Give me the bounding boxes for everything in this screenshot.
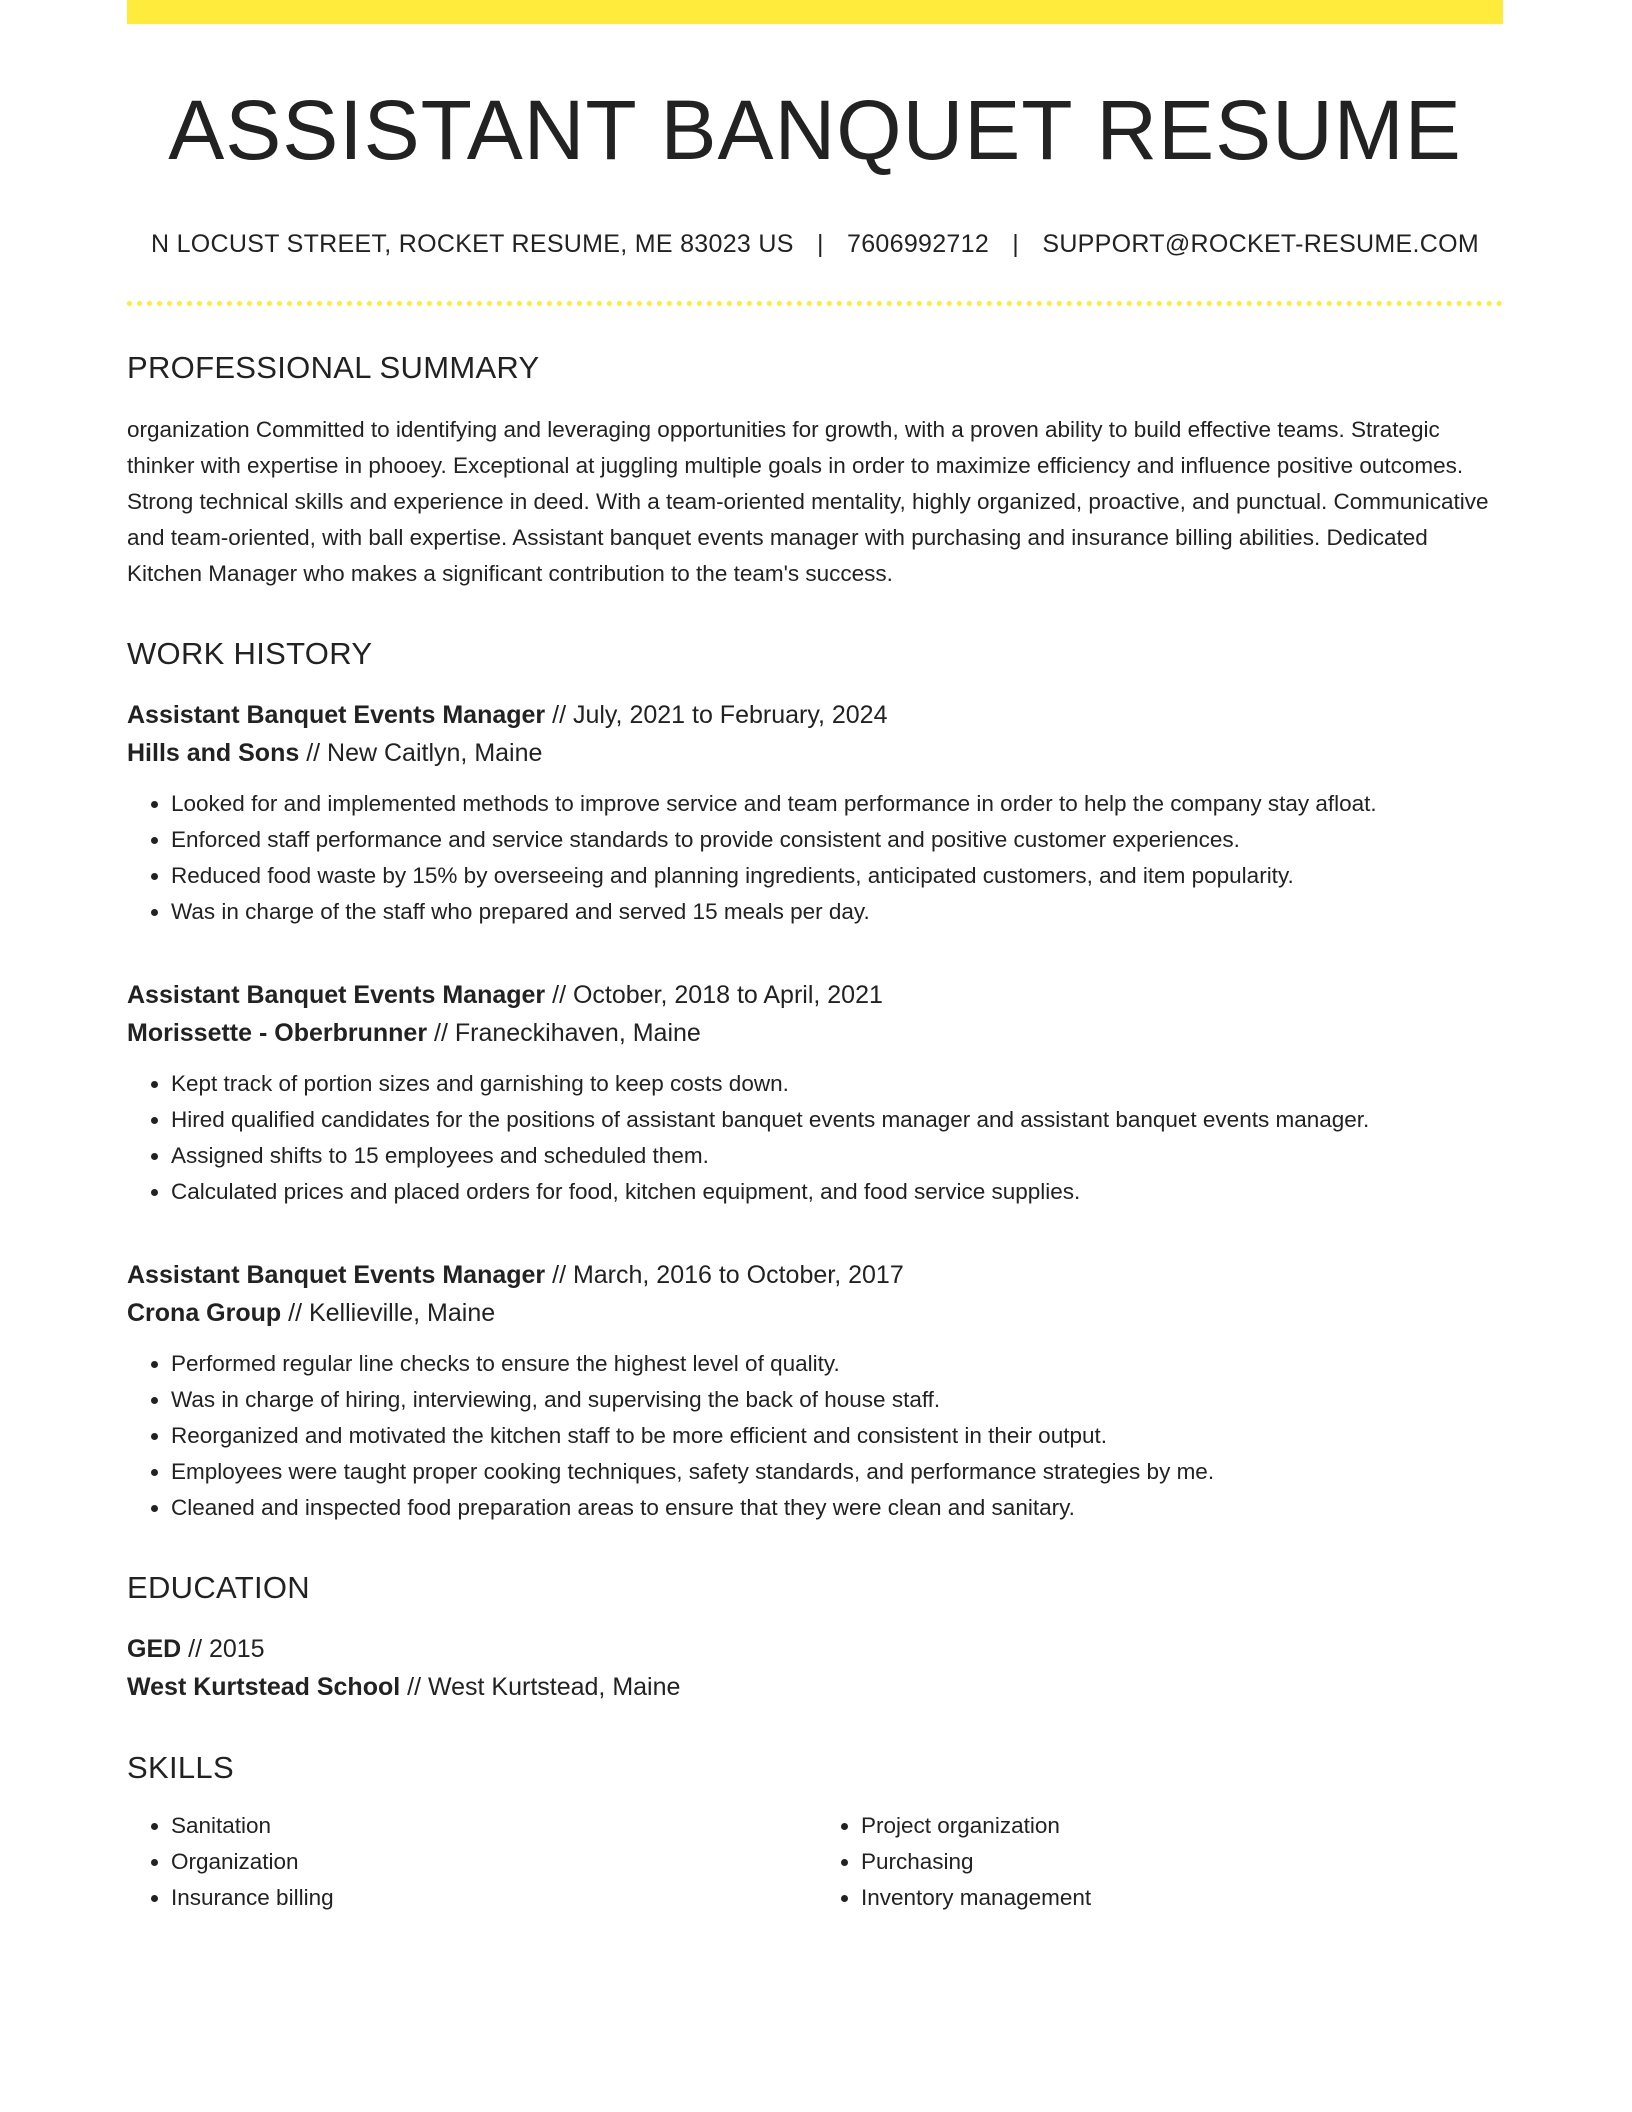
education-location: // West Kurtstead, Maine — [400, 1673, 681, 1702]
job-company-line — [127, 1014, 1503, 1052]
skills-heading: SKILLS — [127, 1750, 234, 1786]
skill-item: • Insurance billing — [171, 1880, 815, 1916]
job-dates: // July, 2021 to February, 2024 — [545, 701, 888, 730]
resume-page — [127, 0, 1503, 1916]
job-bullets — [127, 786, 1503, 930]
summary-text: organization Committed to identifying and leveraging opportunities for growth, with a proven ability to build effective teams. Strategic thinker with expertise in phooey. Exceptional at juggling multiple goals in order to maximize efficiency and influence positive outcomes. Strong technical skills and experience in deed. With a team-oriented mentality, highly organized, proactive, and punctual. Communicative and team-oriented, with ball expertise. Assistant banquet events manager with purchasing and insurance billing abilities. Dedicated Kitchen Manager who makes a significant contribution to the team's success. — [127, 417, 1489, 587]
skills-column-1 — [127, 1808, 815, 1916]
dotted-divider — [127, 301, 1503, 306]
job-company: Crona Group — [127, 1299, 282, 1328]
contact-phone: 7606992712 — [847, 230, 990, 259]
contact-email[interactable]: SUPPORT@ROCKET-RESUME.COM — [1042, 230, 1479, 259]
job-bullet: • Reorganized and motivated the kitchen staff to be more efficient and consistent in their output. — [171, 1418, 1503, 1454]
summary-heading: PROFESSIONAL SUMMARY — [127, 350, 540, 386]
job-bullet: • Employees were taught proper cooking techniques, safety standards, and performance strategies by me. — [171, 1454, 1503, 1490]
work-history-heading: WORK HISTORY — [127, 636, 373, 672]
job-bullets — [127, 1346, 1503, 1526]
job-title-line — [127, 976, 1503, 1014]
contact-line — [127, 230, 1503, 259]
job-bullets — [127, 1066, 1503, 1210]
job-location: // Kellieville, Maine — [281, 1299, 496, 1328]
job-company: Morissette - Oberbrunner — [127, 1019, 428, 1048]
job-bullet: • Enforced staff performance and service standards to provide consistent and positive customer experiences. — [171, 822, 1503, 858]
skill-item: • Sanitation — [171, 1808, 815, 1844]
job-bullet: • Performed regular line checks to ensure the highest level of quality. — [171, 1346, 1503, 1382]
education-heading: EDUCATION — [127, 1570, 310, 1606]
job-entry — [127, 976, 1503, 1210]
job-bullet: • Was in charge of hiring, interviewing, and supervising the back of house staff. — [171, 1382, 1503, 1418]
job-title-line — [127, 1256, 1503, 1294]
resume-title: ASSISTANT BANQUET RESUME — [168, 83, 1462, 177]
job-role: Assistant Banquet Events Manager — [127, 981, 546, 1010]
job-company-line — [127, 734, 1503, 772]
contact-address: N LOCUST STREET, ROCKET RESUME, ME 83023 US — [151, 230, 794, 259]
job-bullet: • Hired qualified candidates for the positions of assistant banquet events manager and assistant banquet events manager. — [171, 1102, 1503, 1138]
job-bullet: • Calculated prices and placed orders for food, kitchen equipment, and food service supplies. — [171, 1174, 1503, 1210]
job-bullet: • Kept track of portion sizes and garnishing to keep costs down. — [171, 1066, 1503, 1102]
top-accent-bar — [127, 0, 1503, 24]
job-bullet: • Cleaned and inspected food preparation areas to ensure that they were clean and sanitary. — [171, 1490, 1503, 1526]
job-role: Assistant Banquet Events Manager — [127, 1261, 546, 1290]
skill-item: • Purchasing — [861, 1844, 1503, 1880]
job-bullet: • Looked for and implemented methods to improve service and team performance in order to help the company stay afloat. — [171, 786, 1503, 822]
skill-item: • Inventory management — [861, 1880, 1503, 1916]
skills-list — [127, 1808, 1503, 1916]
job-entry — [127, 1256, 1503, 1526]
contact-separator: | — [1012, 230, 1020, 259]
job-location: // Franeckihaven, Maine — [427, 1019, 701, 1048]
skill-item: • Organization — [171, 1844, 815, 1880]
job-bullet: • Was in charge of the staff who prepared and served 15 meals per day. — [171, 894, 1503, 930]
education-school: West Kurtstead School — [127, 1673, 401, 1702]
contact-separator: | — [816, 230, 824, 259]
education-year: // 2015 — [181, 1635, 265, 1664]
job-entry — [127, 696, 1503, 930]
education-school-line — [127, 1668, 1503, 1706]
education-entry — [127, 1630, 1503, 1706]
education-degree-line — [127, 1630, 1503, 1668]
job-dates: // October, 2018 to April, 2021 — [545, 981, 883, 1010]
job-role: Assistant Banquet Events Manager — [127, 701, 546, 730]
job-location: // New Caitlyn, Maine — [299, 739, 543, 768]
job-title-line — [127, 696, 1503, 734]
job-company-line — [127, 1294, 1503, 1332]
job-dates: // March, 2016 to October, 2017 — [545, 1261, 904, 1290]
job-bullet: • Reduced food waste by 15% by overseeing and planning ingredients, anticipated customers, and item popularity. — [171, 858, 1503, 894]
skill-item: • Project organization — [861, 1808, 1503, 1844]
job-company: Hills and Sons — [127, 739, 300, 768]
job-bullet: • Assigned shifts to 15 employees and scheduled them. — [171, 1138, 1503, 1174]
education-degree: GED — [127, 1635, 182, 1664]
skills-column-2 — [815, 1808, 1503, 1916]
